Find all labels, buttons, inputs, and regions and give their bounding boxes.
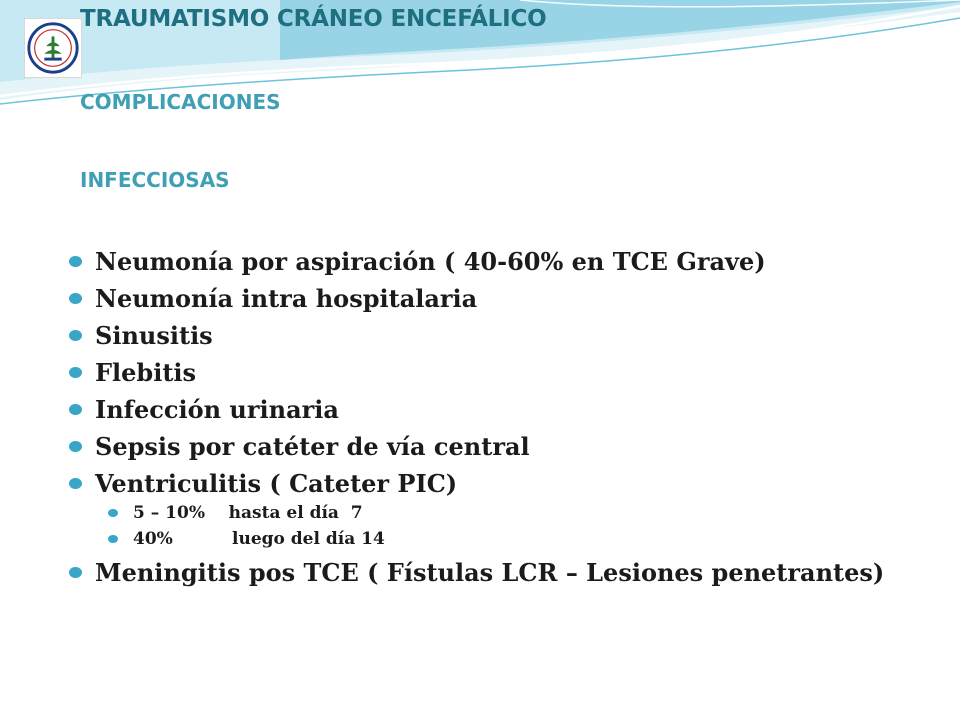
list-item-text: Infección urinaria <box>95 395 339 424</box>
list-item-text: Neumonía intra hospitalaria <box>95 284 478 313</box>
ventriculitis-sublist <box>95 503 926 549</box>
sub-list-item <box>108 529 926 549</box>
section-subtitle: COMPLICACIONES <box>80 90 281 114</box>
list-item <box>66 285 926 312</box>
sub-list-item <box>108 503 926 523</box>
list-item-text: Sepsis por catéter de vía central <box>95 432 530 461</box>
list-item <box>66 322 926 349</box>
list-item-text: Sinusitis <box>95 321 213 350</box>
list-item <box>66 248 926 275</box>
list-item <box>66 433 926 460</box>
bullet-dot-icon <box>108 535 118 543</box>
bullet-dot-icon <box>69 567 82 578</box>
bullet-list-container <box>66 248 926 596</box>
bullet-dot-icon <box>69 293 82 304</box>
institution-seal-logo <box>24 18 82 78</box>
list-item <box>66 559 926 586</box>
slide-title: TRAUMATISMO CRÁNEO ENCEFÁLICO <box>80 6 547 32</box>
bullet-dot-icon <box>69 367 82 378</box>
list-item <box>66 396 926 423</box>
list-item <box>66 470 926 549</box>
bullet-dot-icon <box>69 478 82 489</box>
list-item <box>66 359 926 386</box>
list-item-text: Ventriculitis ( Cateter PIC) <box>95 469 458 498</box>
sub-list-item-text: 5 – 10% hasta el día 7 <box>133 503 363 523</box>
bullet-dot-icon <box>69 404 82 415</box>
category-subtitle: INFECCIOSAS <box>80 168 230 192</box>
complications-list <box>66 248 926 586</box>
bullet-dot-icon <box>69 441 82 452</box>
bullet-dot-icon <box>69 256 82 267</box>
bullet-dot-icon <box>108 509 118 517</box>
list-item-text: Neumonía por aspiración ( 40-60% en TCE Grave) <box>95 247 766 276</box>
bullet-dot-icon <box>69 330 82 341</box>
list-item-text: Flebitis <box>95 358 197 387</box>
list-item-text: Meningitis pos TCE ( Fístulas LCR – Lesiones penetrantes) <box>95 558 885 587</box>
sub-list-item-text: 40% luego del día 14 <box>133 529 385 549</box>
